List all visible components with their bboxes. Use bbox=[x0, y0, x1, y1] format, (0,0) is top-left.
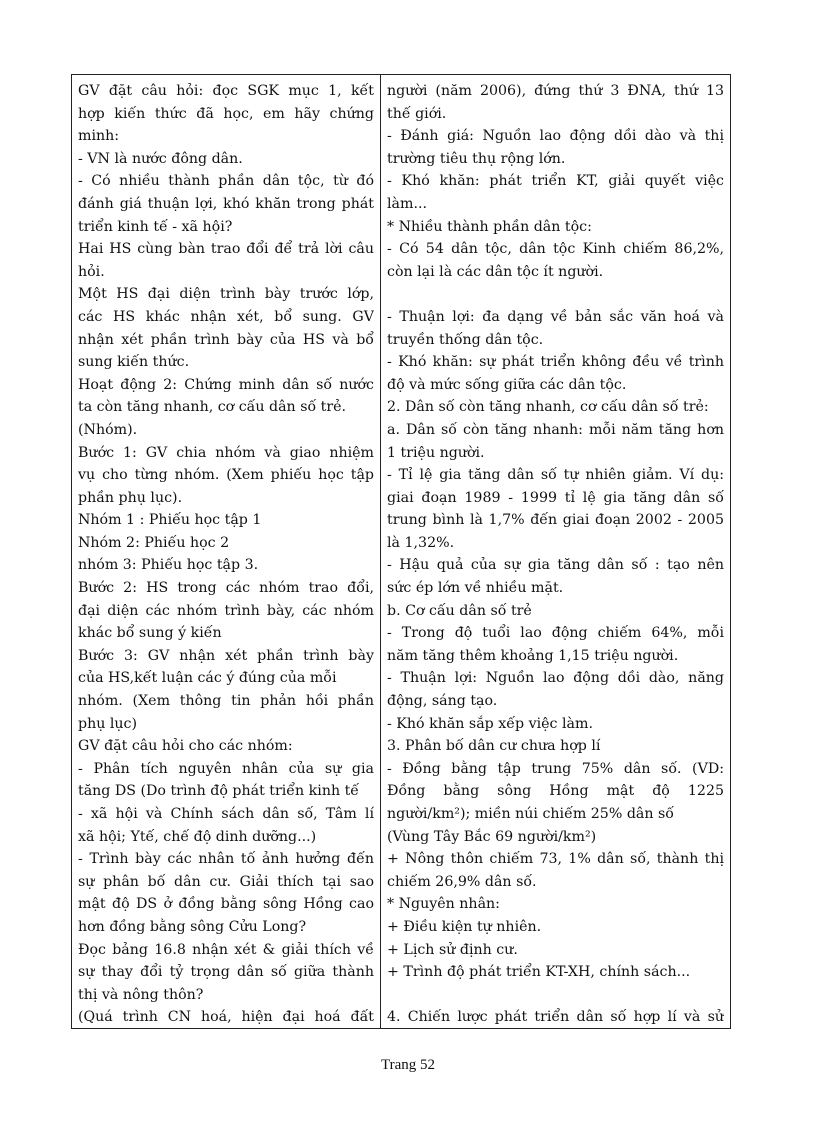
text-line: sự thay đổi tỷ trọng dân số giữa thành bbox=[78, 964, 374, 981]
page-number: Trang 52 bbox=[380, 1057, 436, 1073]
text-line: động, sáng tạo. bbox=[387, 693, 498, 710]
text-line: (Nhóm). bbox=[78, 421, 138, 438]
text-line: hỏi. bbox=[78, 263, 105, 280]
text-line: - Khó khăn: sự phát triển không đều về trình bbox=[387, 354, 724, 371]
text-line: - Tỉ lệ gia tăng dân số tự nhiên giảm. Ví dụ: bbox=[387, 467, 724, 484]
text-line: hợp kiến thức đã học, em hãy chứng bbox=[78, 105, 374, 122]
text-line: các HS khác nhận xét, bổ sung. GV bbox=[78, 308, 374, 325]
text-line: - Thuận lợi: Nguồn lao động dồi dào, năng bbox=[387, 670, 724, 687]
teacher-activities-column bbox=[72, 75, 381, 1028]
text-line: thị và nông thôn? bbox=[78, 986, 204, 1003]
text-line: xã hội; Ytế, chế độ dinh dưỡng...) bbox=[78, 828, 317, 845]
text-line: - Đồng bằng tập trung 75% dân số. (VD: bbox=[387, 760, 724, 777]
text-line: tăng DS (Do trình độ phát triển kinh tế bbox=[78, 783, 360, 800]
text-line: + Trình độ phát triển KT-XH, chính sách... bbox=[387, 964, 691, 981]
text-line: Bước 1: GV chia nhóm và giao nhiệm bbox=[78, 444, 374, 461]
text-line: Hoạt động 2: Chứng minh dân số nước bbox=[78, 376, 374, 393]
text-line: + Nông thôn chiếm 73, 1% dân số, thành thị bbox=[387, 851, 724, 868]
text-line: giai đoạn 1989 - 1999 tỉ lệ gia tăng dân số bbox=[387, 489, 724, 506]
text-line: hơn đồng bằng sông Cửu Long? bbox=[78, 918, 307, 935]
text-line: - VN là nước đông dân. bbox=[78, 150, 243, 167]
text-line: nhóm 3: Phiếu học tập 3. bbox=[78, 557, 259, 574]
text-line: - Có 54 dân tộc, dân tộc Kinh chiếm 86,2%, bbox=[387, 241, 724, 258]
text-line: GV đặt câu hỏi: đọc SGK mục 1, kết bbox=[78, 83, 374, 99]
text-line: (Vùng Tây Bắc 69 người/km²) bbox=[387, 828, 597, 845]
text-line: - Khó khăn: phát triển KT, giải quyết việc bbox=[387, 173, 724, 190]
text-line: * Nguyên nhân: bbox=[387, 896, 500, 913]
text-line bbox=[387, 984, 724, 1007]
text-line: a. Dân số còn tăng nhanh: mỗi năm tăng hơn bbox=[387, 421, 724, 438]
text-line: sức ép lớn về nhiều mặt. bbox=[387, 580, 564, 597]
text-line: - Trong độ tuổi lao động chiếm 64%, mỗi bbox=[387, 625, 724, 642]
text-line: - Thuận lợi: đa dạng về bản sắc văn hoá và bbox=[387, 308, 724, 325]
text-line: người/km²); miền núi chiếm 25% dân số bbox=[387, 806, 674, 822]
text-line: phần phụ lục). bbox=[78, 489, 183, 506]
text-line: người (năm 2006), đứng thứ 3 ĐNA, thứ 13 bbox=[387, 83, 724, 99]
text-line: - Đánh giá: Nguồn lao động dồi dào và thị bbox=[387, 128, 724, 145]
text-line: còn lại là các dân tộc ít người. bbox=[387, 263, 604, 280]
text-line: Nhóm 2: Phiếu học 2 bbox=[78, 534, 230, 551]
text-line: 1 triệu người. bbox=[387, 444, 485, 461]
text-line: minh: bbox=[78, 128, 120, 145]
text-line: - Phân tích nguyên nhân của sự gia bbox=[78, 760, 374, 777]
text-line: Bước 2: HS trong các nhóm trao đổi, bbox=[78, 580, 374, 597]
text-line: vụ cho từng nhóm. (Xem phiếu học tập bbox=[78, 467, 374, 484]
text-line bbox=[387, 283, 724, 306]
text-line: của HS,kết luận các ý đúng của mỗi bbox=[78, 670, 337, 687]
text-line: 3. Phân bố dân cư chưa hợp lí bbox=[387, 738, 601, 755]
text-line: năm tăng thêm khoảng 1,15 triệu người. bbox=[387, 647, 679, 664]
text-line: Đồng bằng sông Hồng mật độ 1225 bbox=[387, 783, 724, 800]
text-line: là 1,32%. bbox=[387, 534, 455, 551]
text-line: trung bình là 1,7% đến giai đoạn 2002 - 2005 bbox=[387, 512, 724, 529]
text-line: - Hậu quả của sự gia tăng dân số : tạo nên bbox=[387, 557, 724, 574]
text-line: trường tiêu thụ rộng lớn. bbox=[387, 150, 566, 167]
text-line: chiếm 26,9% dân số. bbox=[387, 873, 537, 890]
text-line: thế giới. bbox=[387, 105, 447, 122]
text-line: Hai HS cùng bàn trao đổi để trả lời câu bbox=[78, 241, 374, 258]
text-line: (Quá trình CN hoá, hiện đại hoá đất bbox=[78, 1009, 374, 1026]
text-line: nhóm. (Xem thông tin phản hồi phần bbox=[78, 693, 374, 710]
text-line: - xã hội và Chính sách dân số, Tâm lí bbox=[78, 806, 374, 822]
text-line: + Lịch sử định cư. bbox=[387, 941, 518, 958]
text-line: nhận xét phần trình bày của HS và bổ bbox=[78, 331, 374, 348]
text-line: ta còn tăng nhanh, cơ cấu dân số trẻ. bbox=[78, 399, 347, 416]
text-line: đại diện các nhóm trình bày, các nhóm bbox=[78, 602, 374, 619]
text-line: triển kinh tế - xã hội? bbox=[78, 218, 233, 235]
text-line: - Khó khăn sắp xếp việc làm. bbox=[387, 715, 593, 732]
text-line: Một HS đại diện trình bày trước lớp, bbox=[78, 286, 374, 303]
text-line: * Nhiều thành phần dân tộc: bbox=[387, 218, 592, 235]
lesson-content-column bbox=[381, 75, 730, 1028]
text-line: Bước 3: GV nhận xét phần trình bày bbox=[78, 647, 374, 664]
text-line: truyền thống dân tộc. bbox=[387, 331, 544, 348]
text-line: - Có nhiều thành phần dân tộc, từ đó bbox=[78, 173, 374, 190]
text-line: mật độ DS ở đồng bằng sông Hồng cao bbox=[78, 896, 374, 913]
text-line: - Trình bày các nhân tố ảnh hưởng đến bbox=[78, 851, 374, 868]
text-line: độ và mức sống giữa các dân tộc. bbox=[387, 376, 627, 393]
text-line: đánh giá thuận lợi, khó khăn trong phát bbox=[78, 195, 374, 212]
text-line: sung kiến thức. bbox=[78, 354, 190, 371]
text-line: 4. Chiến lược phát triển dân số hợp lí và sử bbox=[387, 1009, 724, 1026]
text-line: sự phân bố dân cư. Giải thích tại sao bbox=[78, 873, 374, 890]
content-table bbox=[71, 74, 731, 1029]
text-line: + Điều kiện tự nhiên. bbox=[387, 918, 542, 935]
text-line: khác bổ sung ý kiến bbox=[78, 625, 222, 642]
text-line: 2. Dân số còn tăng nhanh, cơ cấu dân số trẻ: bbox=[387, 399, 709, 416]
text-line: Đọc bảng 16.8 nhận xét & giải thích về bbox=[78, 941, 374, 958]
text-line: GV đặt câu hỏi cho các nhóm: bbox=[78, 738, 293, 755]
text-line: phụ lục) bbox=[78, 715, 138, 732]
text-line: Nhóm 1 : Phiếu học tập 1 bbox=[78, 512, 262, 529]
text-line: b. Cơ cấu dân số trẻ bbox=[387, 602, 532, 619]
text-line: làm... bbox=[387, 195, 427, 212]
